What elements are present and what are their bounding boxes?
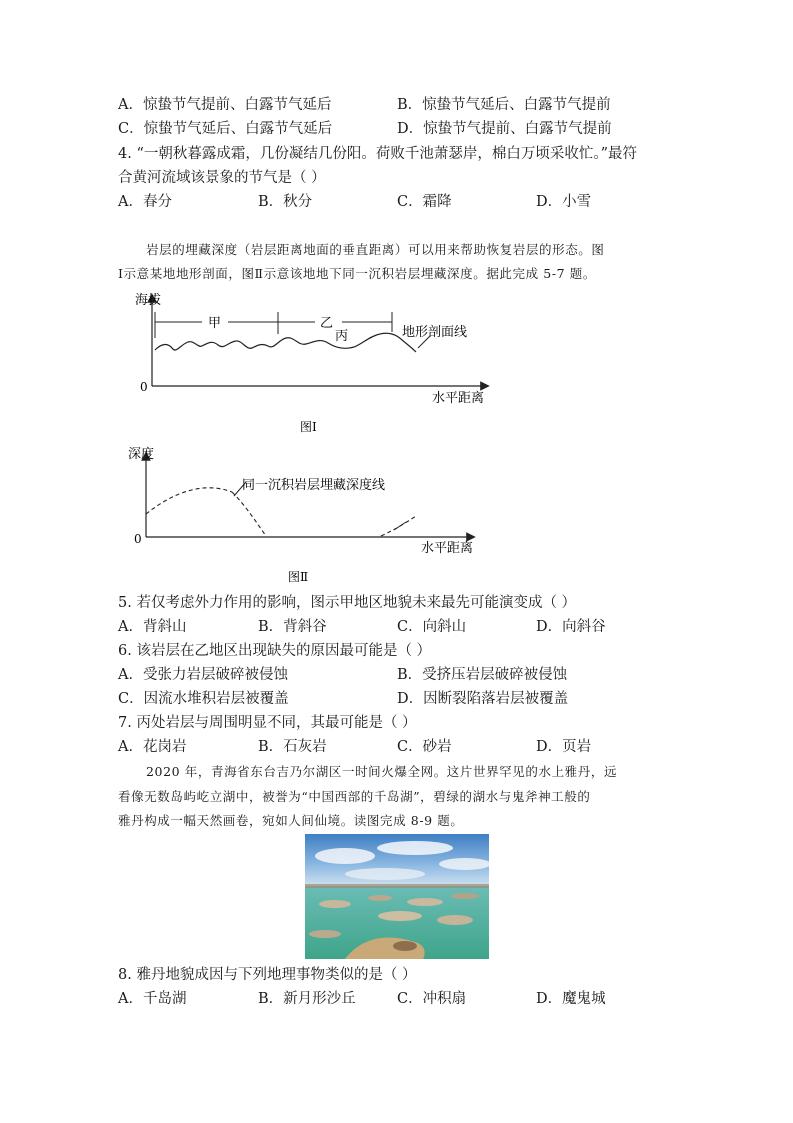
figure-2-depth-curve-right xyxy=(381,516,416,536)
q4-option-d: D．小雪 xyxy=(536,194,592,210)
q3-option-b: B．惊蛰节气延后、白露节气提前 xyxy=(397,97,611,113)
q8-option-b: B．新月形沙丘 xyxy=(258,991,356,1007)
figure-2-origin: 0 xyxy=(134,532,142,546)
q6-option-c: C．因流水堆积岩层被覆盖 xyxy=(118,691,289,707)
figure-1-label-bing: 丙 xyxy=(335,329,349,344)
q8-stem: 8. 雅丹地貌成因与下列地理事物类似的是（ ） xyxy=(118,967,417,983)
figure-2-depth-curve-left xyxy=(146,488,232,514)
figure-2-x-label: 水平距离 xyxy=(421,541,474,556)
q3-option-d: D．惊蛰节气提前、白露节气提前 xyxy=(397,121,612,137)
figure-2-caption: 图Ⅱ xyxy=(288,570,309,584)
material-1-line-1: 岩层的埋藏深度（岩层距离地面的垂直距离）可以用来帮助恢复岩层的形态。图 xyxy=(146,242,605,257)
figure-1-x-label: 水平距离 xyxy=(432,391,485,406)
q5-option-a: A．背斜山 xyxy=(118,619,187,635)
q7-option-a: A．花岗岩 xyxy=(118,739,187,755)
figure-1-label-yi: 乙 xyxy=(320,316,334,331)
q5-option-d: D．向斜谷 xyxy=(536,619,606,635)
material-1-line-2: Ⅰ示意某地地形剖面，图Ⅱ示意该地地下同一沉积岩层埋藏深度。据此完成 5-7 题。 xyxy=(118,266,597,281)
figure-2-y-label: 深度 xyxy=(128,447,155,462)
q5-option-b: B．背斜谷 xyxy=(258,619,327,635)
material-2-line-3: 雅丹构成一幅天然画卷，宛如人间仙境。读图完成 8-9 题。 xyxy=(118,813,464,828)
q4-stem-line-1: 4. “一朝秋暮露成霜，几份凝结几份阳。荷败千池萧瑟岸，棉白万顷采收忙。”最符 xyxy=(118,146,638,162)
figure-1-caption: 图Ⅰ xyxy=(300,420,317,434)
figure-2-curve-label: 同一沉积岩层埋藏深度线 xyxy=(242,478,386,493)
q8-option-a: A．千岛湖 xyxy=(118,991,187,1007)
figure-1-terrain-profile xyxy=(130,288,500,438)
q6-option-d: D．因断裂陷落岩层被覆盖 xyxy=(397,691,569,707)
material-2-line-1: 2020 年，青海省东台吉乃尔湖区一时间火爆全网。这片世界罕见的水上雅丹，远 xyxy=(146,764,618,779)
q8-option-d: D．魔鬼城 xyxy=(536,991,606,1007)
figure-1-profile-curve xyxy=(155,333,416,352)
q7-option-b: B．石灰岩 xyxy=(258,739,327,755)
q6-stem: 6. 该岩层在乙地区出现缺失的原因最可能是（ ） xyxy=(118,643,432,659)
q7-option-d: D．页岩 xyxy=(536,739,592,755)
figure-1-label-jia: 甲 xyxy=(208,316,222,331)
q6-option-a: A．受张力岩层破碎被侵蚀 xyxy=(118,667,288,683)
q5-stem: 5. 若仅考虑外力作用的影响，图示甲地区地貌未来最先可能演变成（ ） xyxy=(118,595,577,611)
q3-option-a: A．惊蛰节气提前、白露节气延后 xyxy=(118,97,332,113)
material-2-line-2: 看像无数岛屿屹立湖中，被誉为“中国西部的千岛湖”，碧绿的湖水与鬼斧神工般的 xyxy=(118,789,591,804)
q5-option-c: C．向斜山 xyxy=(397,619,467,635)
figure-1-profile-label: 地形剖面线 xyxy=(402,325,468,340)
q7-stem: 7. 丙处岩层与周围明显不同，其最可能是（ ） xyxy=(118,715,417,731)
q7-option-c: C．砂岩 xyxy=(397,739,452,755)
q4-option-c: C．霜降 xyxy=(397,194,452,210)
q8-option-c: C．冲积扇 xyxy=(397,991,467,1007)
figure-2-rock-depth xyxy=(126,442,486,587)
q4-option-b: B．秋分 xyxy=(258,194,313,210)
figure-1-origin: 0 xyxy=(140,380,148,394)
yardang-lake-photo xyxy=(305,834,489,959)
q3-option-c: C．惊蛰节气延后、白露节气延后 xyxy=(118,121,333,137)
q4-option-a: A．春分 xyxy=(118,194,172,210)
figure-1-y-label: 海拔 xyxy=(135,293,162,308)
q6-option-b: B．受挤压岩层破碎被侵蚀 xyxy=(397,667,568,683)
q4-stem-line-2: 合黄河流域该景象的节气是（ ） xyxy=(118,170,326,186)
